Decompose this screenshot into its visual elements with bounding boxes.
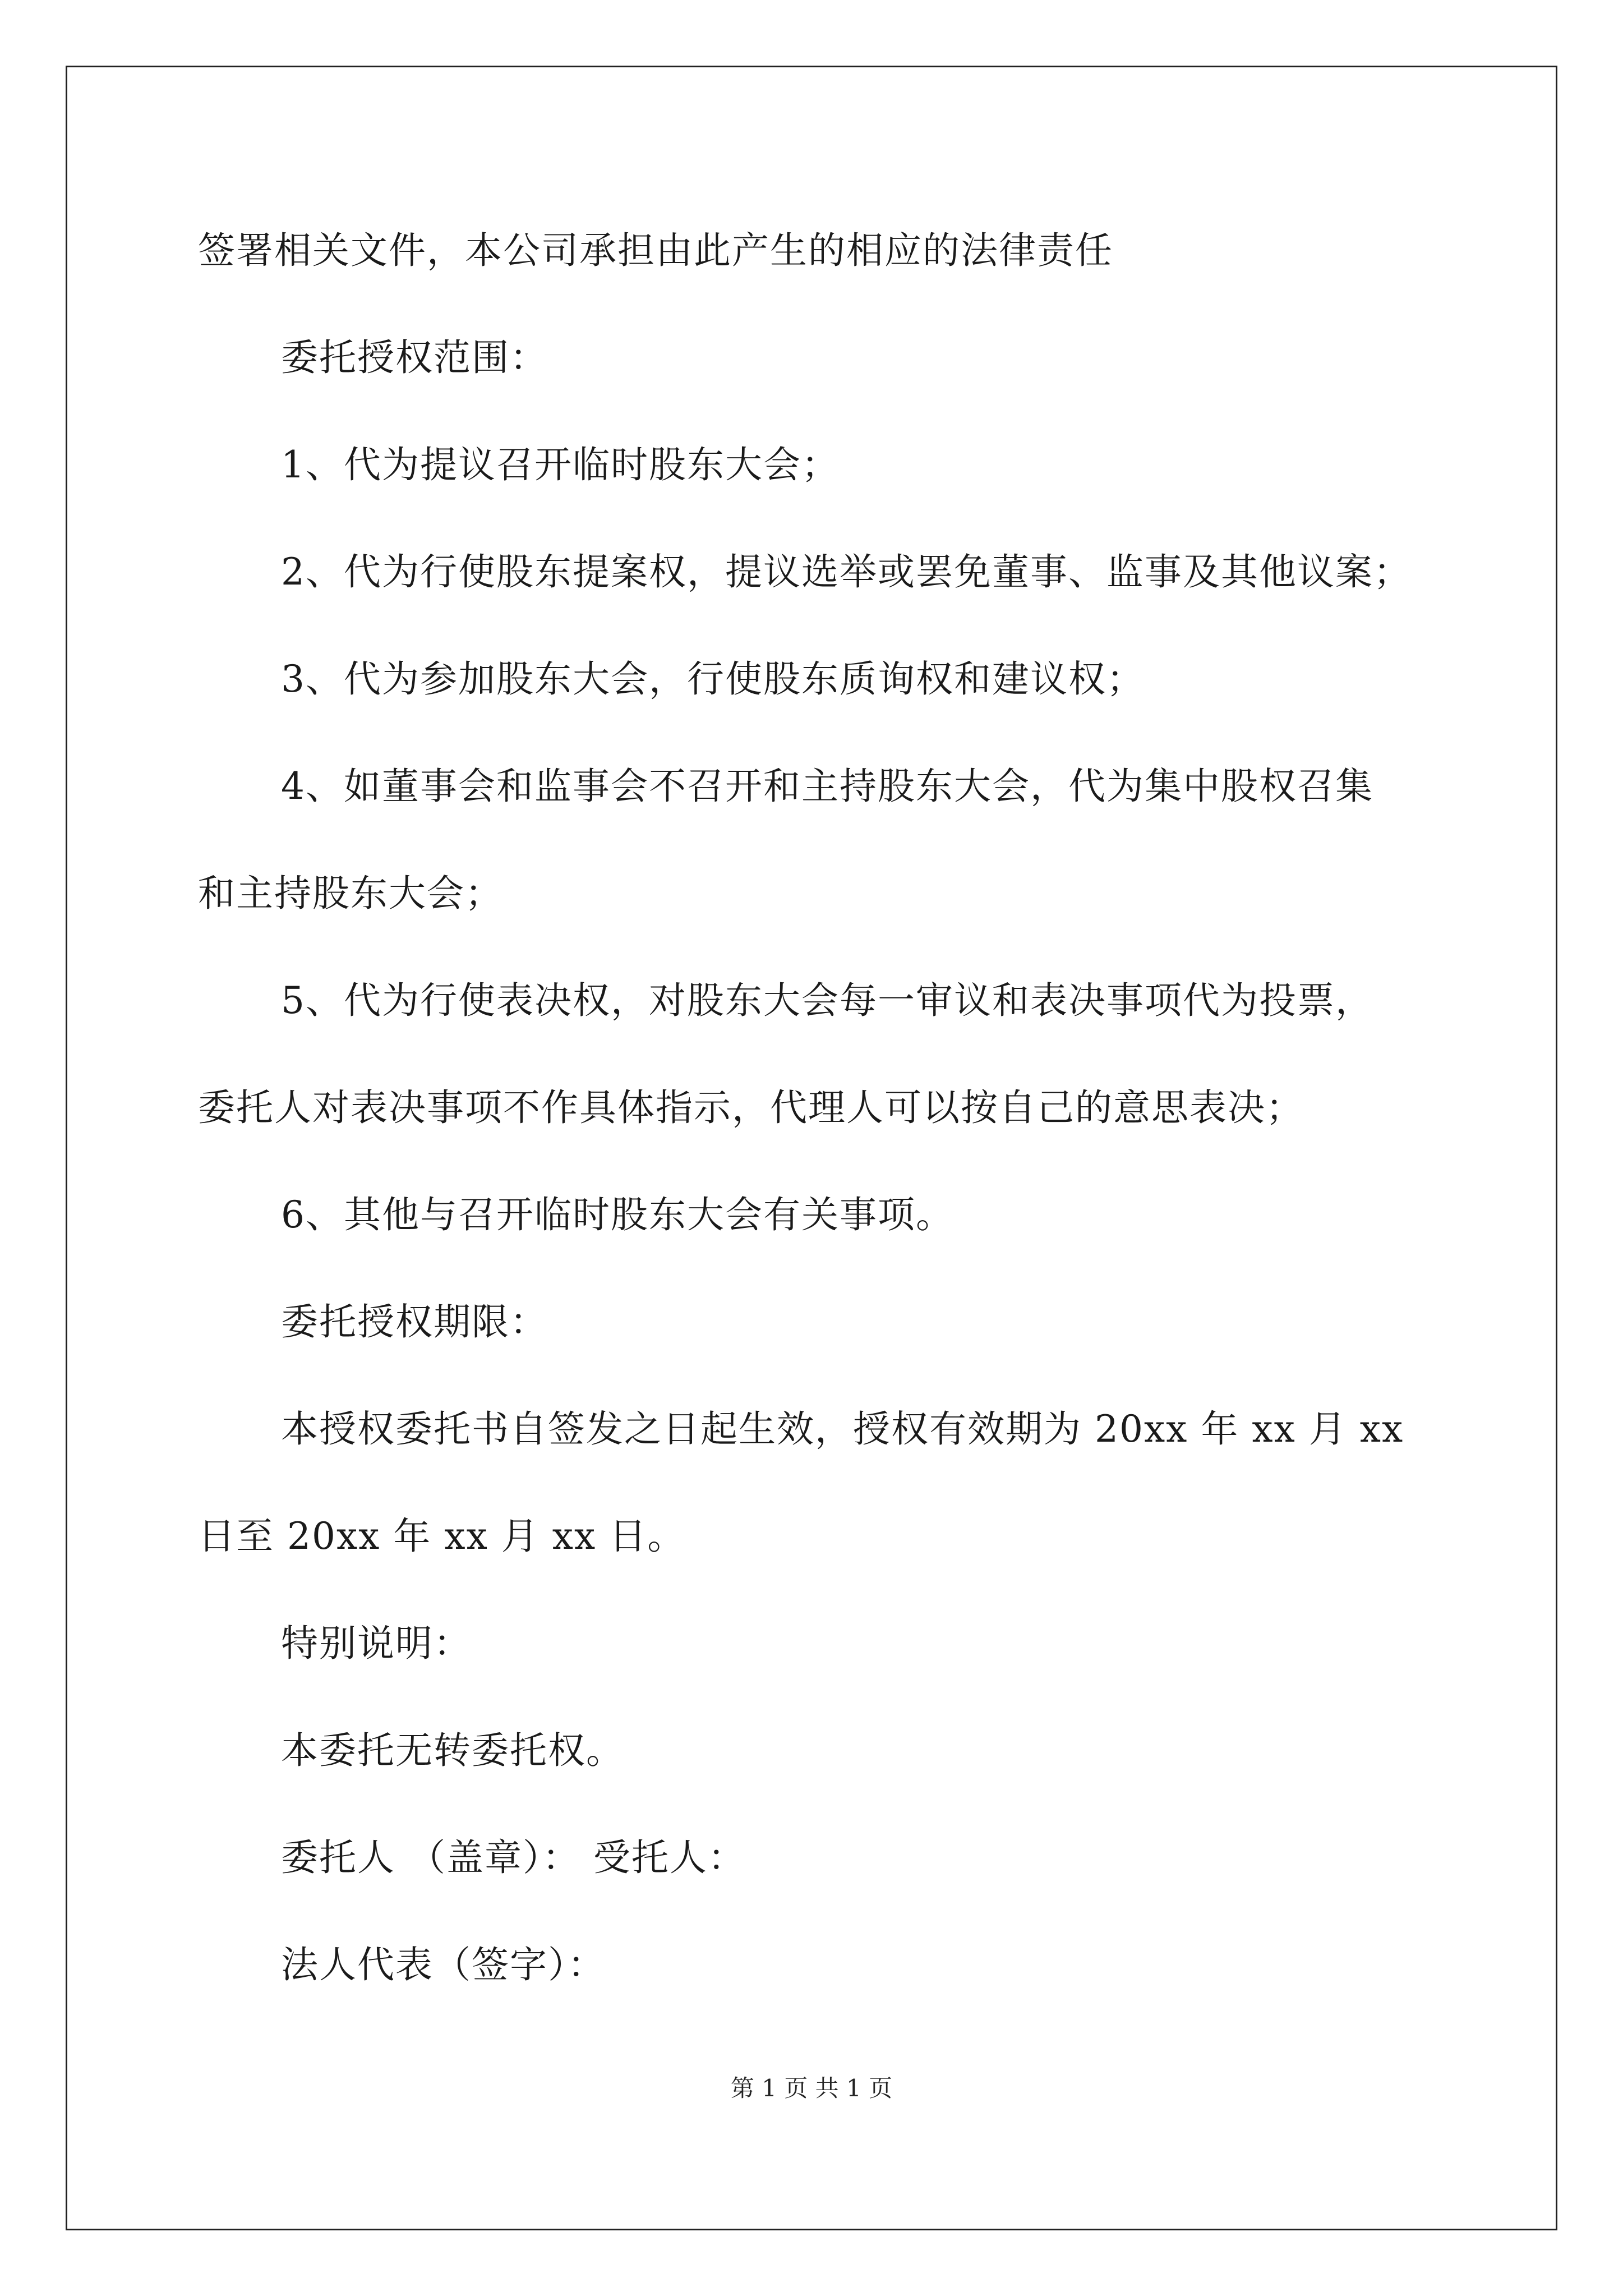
list-item: 5、代为行使表决权，对股东大会每一审议和表决事项代为投票， <box>281 979 1373 1022</box>
paragraph-line: 本授权委托书自签发之日起生效，授权有效期为 20xx 年 xx 月 xx <box>281 1407 1404 1451</box>
list-item: 1、代为提议召开临时股东大会； <box>281 443 840 486</box>
paragraph-line: 签署相关文件，本公司承担由此产生的相应的法律责任 <box>198 229 1113 272</box>
page-border <box>66 66 1557 2230</box>
list-item: 4、如董事会和监事会不召开和主持股东大会，代为集中股权召集 <box>281 765 1373 808</box>
page-footer: 第 1 页 共 1 页 <box>730 2074 893 2102</box>
paragraph-line: 日至 20xx 年 xx 月 xx 日。 <box>198 1515 686 1558</box>
list-item: 6、其他与召开临时股东大会有关事项。 <box>281 1193 954 1236</box>
list-item: 3、代为参加股东大会，行使股东质询权和建议权； <box>281 657 1145 701</box>
section-heading-scope: 委托授权范围： <box>281 336 548 379</box>
signature-line-legal-rep: 法人代表（签字）： <box>281 1943 606 1986</box>
list-item: 2、代为行使股东提案权，提议选举或罢免董事、监事及其他议案； <box>281 550 1412 593</box>
list-item-continuation: 和主持股东大会； <box>198 872 503 915</box>
section-heading-period: 委托授权期限： <box>281 1300 548 1343</box>
list-item-continuation: 委托人对表决事项不作具体指示，代理人可以按自己的意思表决； <box>198 1086 1304 1129</box>
paragraph-line: 本委托无转委托权。 <box>281 1729 624 1772</box>
signature-line-principal: 委托人 （盖章）： 受托人： <box>281 1836 746 1879</box>
section-heading-notes: 特别说明： <box>281 1622 472 1665</box>
